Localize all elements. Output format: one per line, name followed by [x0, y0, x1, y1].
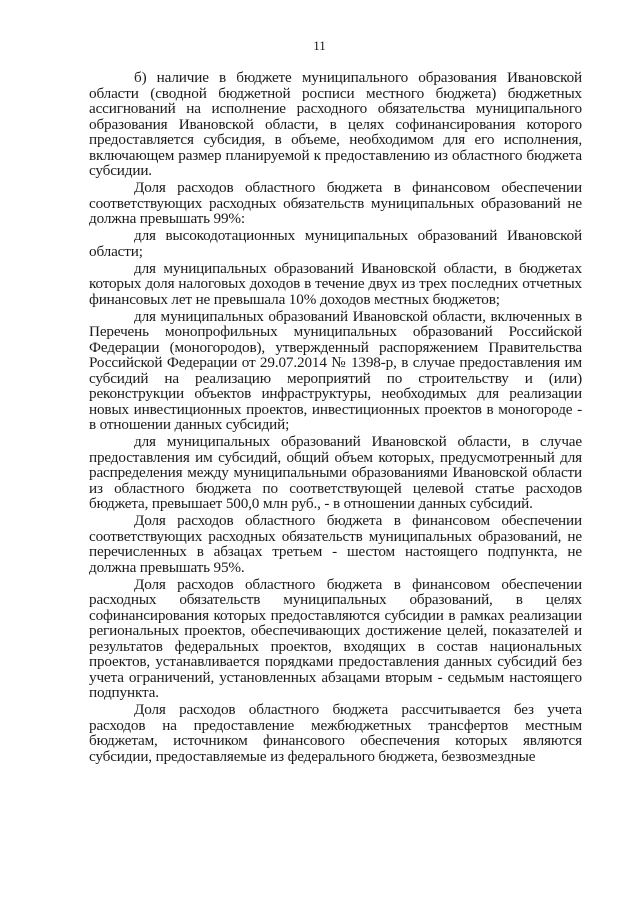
paragraph-regional-projects: Доля расходов областного бюджета в финансовом обеспечении расходных обязательств муниципальных образований, в целях софинансирования которых предоставляются субсидии в рамках реализации региональных проектов, обеспечивающих достижение целей, показателей и результатов федеральных проектов, входящих в состав национальных проектов, устанавливается порядками предоставления данных субсидий без учета ограничений, установленных абзацами вторым - седьмым настоящего подпункта. [89, 575, 582, 701]
paragraph-calculation-note: Доля расходов областного бюджета рассчитывается без учета расходов на предоставление межбюджетных трансфертов местным бюджетам, источником финансового обеспечения которых являются субсидии, предоставляемые из федерального бюджета, безвозмездные [89, 701, 582, 765]
document-body [89, 70, 582, 766]
paragraph-large-subsidies: для муниципальных образований Ивановской области, в случае предоставления им субсидий, общий объем которых, предусмотренный для распределения между муниципальными образованиями Ивановской области из областного бюджета по соответствующей целевой статье расходов бюджета, превышает 500,0 млн руб., - в отношении данных субсидий. [89, 433, 582, 512]
paragraph-share-limit-99: Доля расходов областного бюджета в финансовом обеспечении соответствующих расходных обязательств муниципальных образований не должна превышать 99%: [89, 179, 582, 227]
paragraph-condition-b: б) наличие в бюджете муниципального образования Ивановской области (сводной бюджетной росписи местного бюджета) бюджетных ассигнований на исполнение расходного обязательства муниципального образования Ивановской области, в целях софинансирования которого предоставляется субсидия, в объеме, необходимом для его исполнения, включающем размер планируемой к предоставлению из областного бюджета субсидии. [89, 69, 582, 179]
paragraph-low-tax-income-municipalities: для муниципальных образований Ивановской области, в бюджетах которых доля налоговых доходов в течение двух из трех последних отчетных финансовых лет не превышала 10% доходов местных бюджетов; [89, 259, 582, 308]
paragraph-monotowns: для муниципальных образований Ивановской области, включенных в Перечень монопрофильных муниципальных образований Российской Федерации (моногородов), утвержденный распоряжением Правительства Российской Федерации от 29.07.2014 № 1398-р, в случае предоставления им субсидий на реализацию мероприятий по строительству и (или) реконструкции объектов инфраструктуры, необходимых для реализации новых инвестиционных проектов, инвестиционных проектов в моногороде - в отношении данных субсидий; [89, 307, 582, 433]
paragraph-share-limit-95: Доля расходов областного бюджета в финансовом обеспечении соответствующих расходных обязательств муниципальных образований, не перечисленных в абзацах третьем - шестом настоящего подпункта, не должна превышать 95%. [89, 512, 582, 576]
paragraph-high-subsidy-municipalities: для высокодотационных муниципальных образований Ивановской области; [89, 227, 582, 260]
page-number: 11 [313, 38, 326, 53]
